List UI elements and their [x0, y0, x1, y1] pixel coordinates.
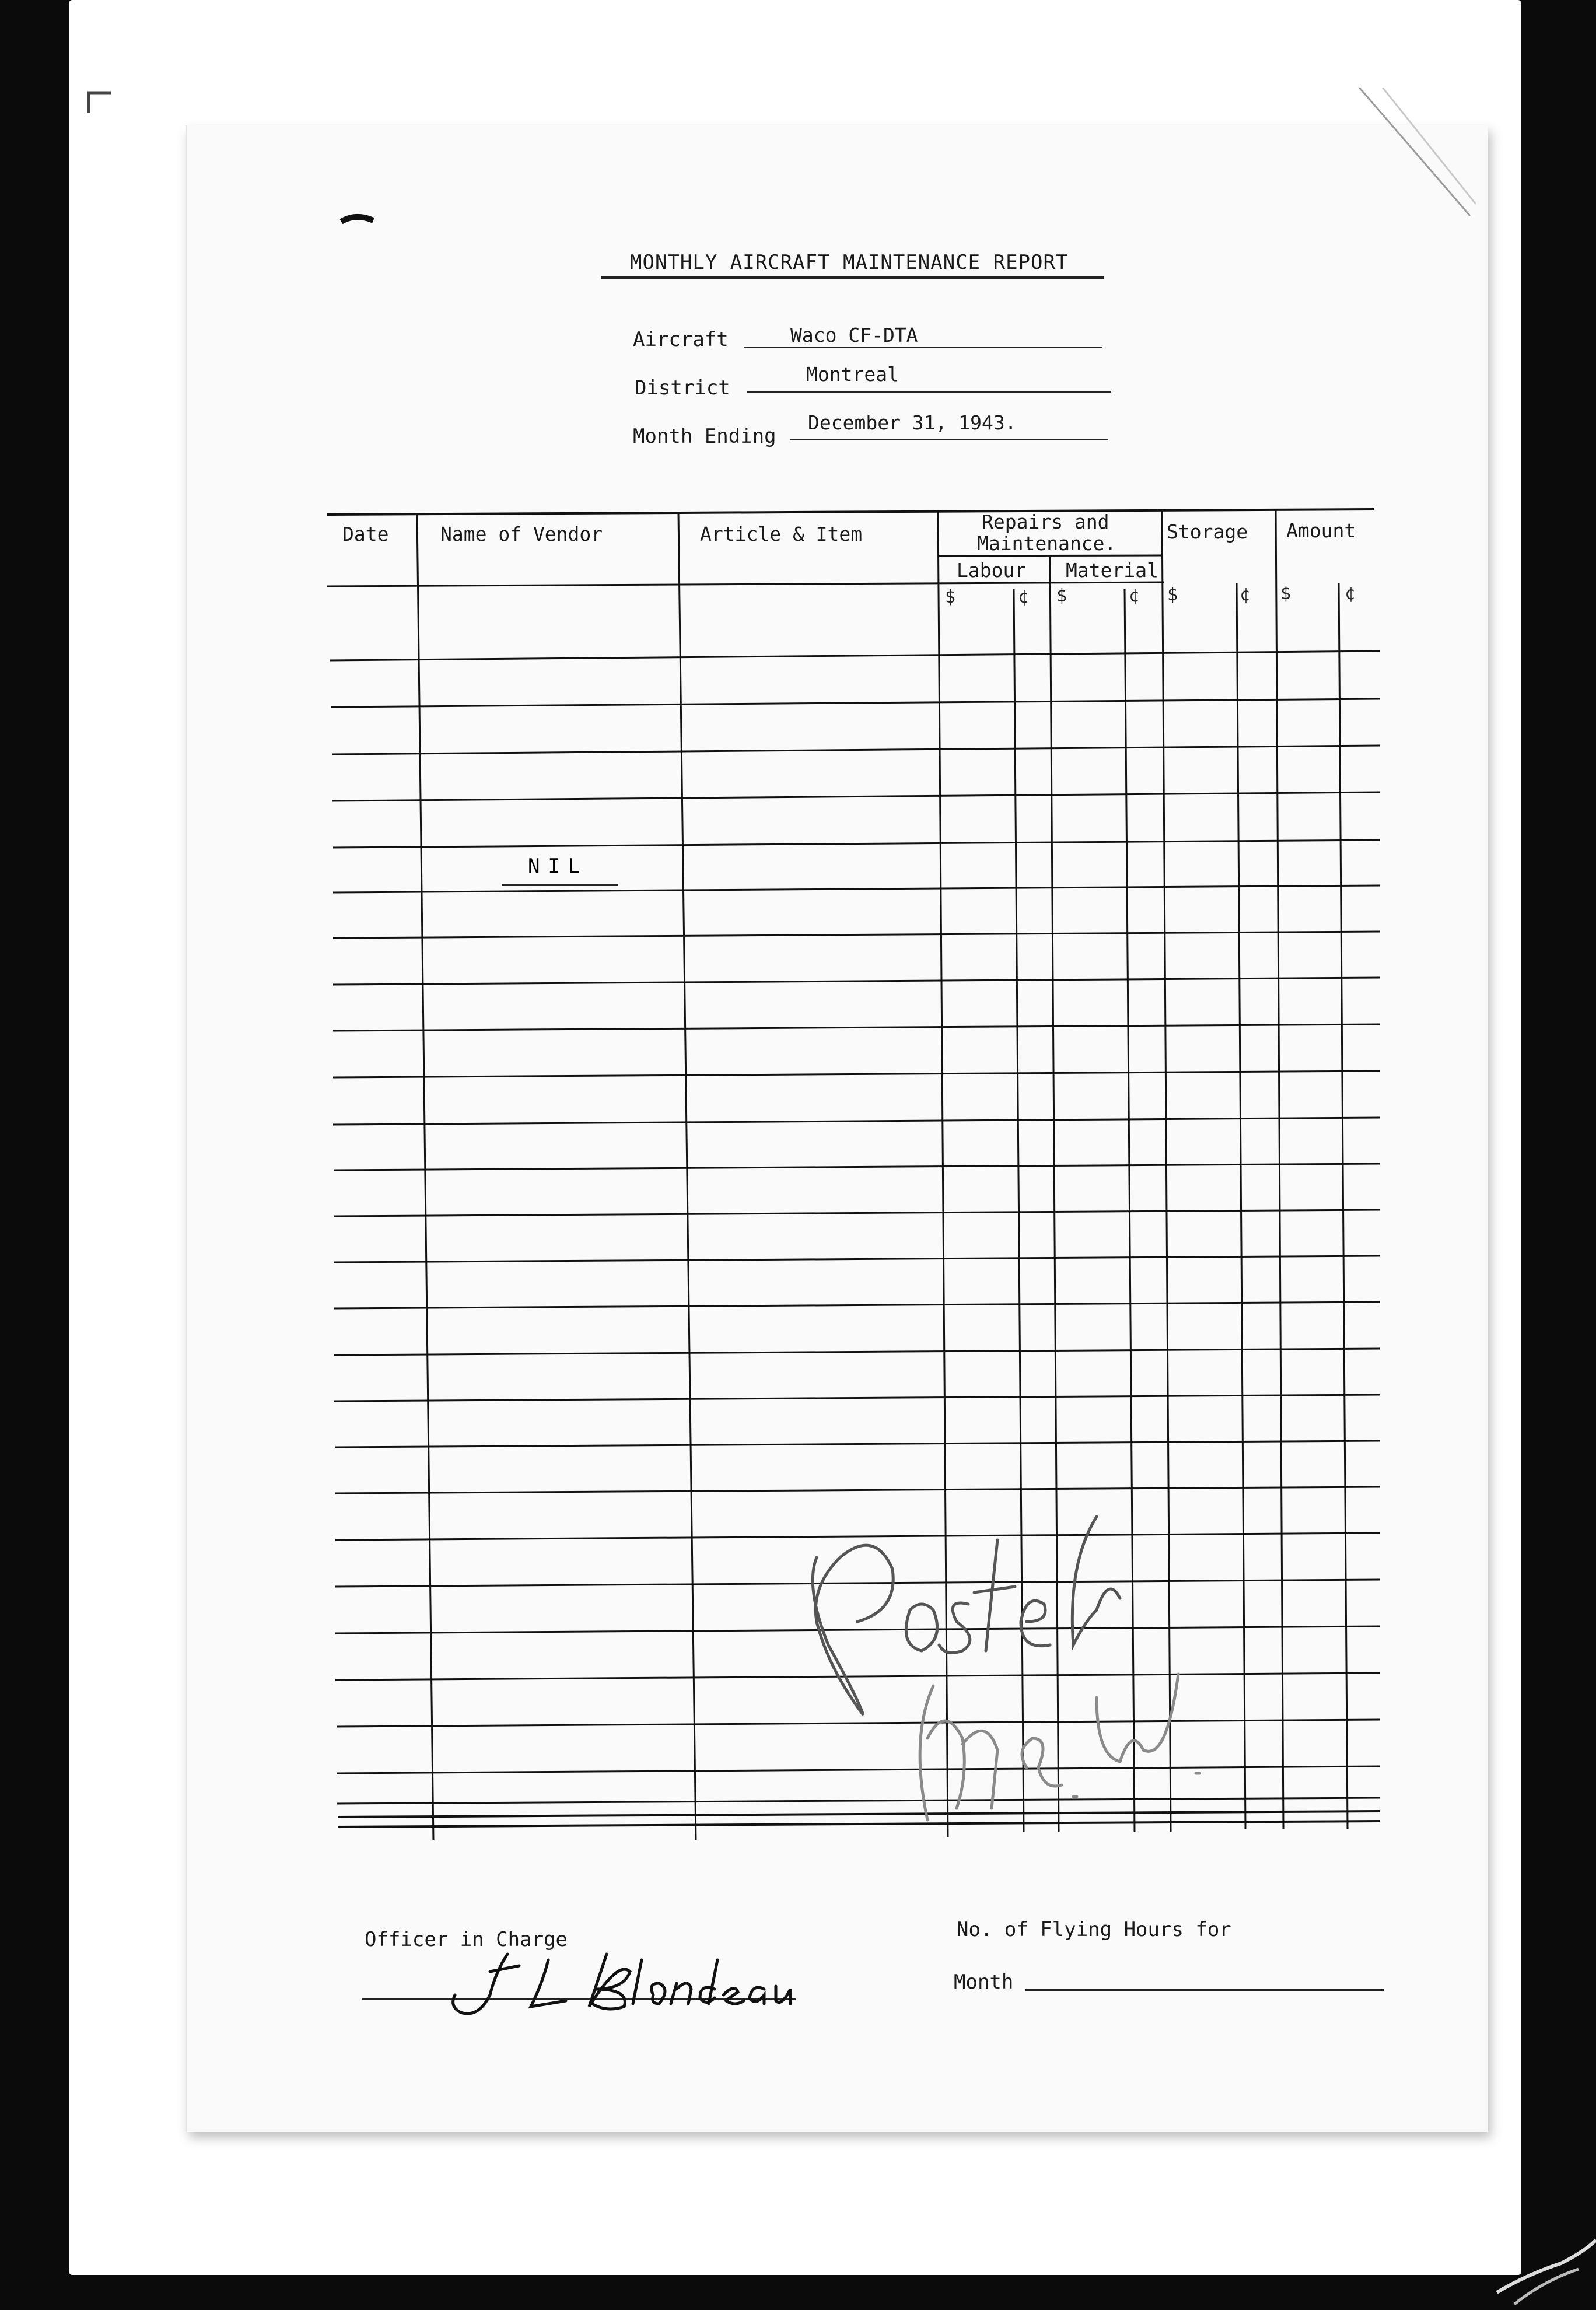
col-storage: Storage: [1167, 520, 1248, 543]
nil-entry: NIL: [528, 855, 589, 878]
torn-corner: [1479, 2205, 1596, 2310]
col-repairs-line2: Maintenance.: [977, 532, 1116, 555]
col-amount: Amount: [1286, 519, 1356, 542]
flying-hours-label: No. of Flying Hours for: [957, 1918, 1231, 1941]
officer-signature: [432, 1937, 828, 2024]
col-repairs-line1: Repairs and: [982, 510, 1110, 533]
subcol-labour: Labour: [957, 559, 1027, 582]
material-cent-symbol: ¢: [1129, 586, 1140, 606]
officer-label: Officer in Charge: [365, 1928, 568, 1951]
title-underline: [601, 276, 1104, 279]
aircraft-underline: [744, 346, 1102, 348]
posted-handwritten-annotation: [793, 1493, 1272, 1855]
month-ending-underline: [790, 439, 1108, 440]
district-label: District: [635, 376, 730, 400]
col-vendor: Name of Vendor: [440, 523, 603, 545]
district-underline: [747, 391, 1111, 393]
month-ending-value: December 31, 1943.: [808, 411, 1017, 434]
col-date: Date: [342, 523, 389, 545]
storage-dollar-symbol: $: [1167, 584, 1178, 605]
aircraft-label: Aircraft: [633, 328, 729, 351]
flying-hours-underline: [1026, 1989, 1384, 1991]
district-value: Montreal: [806, 363, 899, 386]
ink-mark: [338, 210, 379, 228]
material-dollar-symbol: $: [1056, 586, 1068, 606]
month-ending-label: Month Ending: [633, 425, 776, 448]
labour-dollar-symbol: $: [945, 587, 956, 607]
amount-cent-symbol: ¢: [1345, 583, 1356, 604]
nil-underline: [502, 884, 618, 886]
labour-cent-symbol: ¢: [1018, 587, 1029, 607]
aircraft-value: Waco CF-DTA: [790, 324, 918, 346]
report-title: MONTHLY AIRCRAFT MAINTENANCE REPORT: [630, 251, 1069, 274]
corner-mark: [88, 90, 123, 114]
subcol-material: Material: [1066, 559, 1158, 582]
page-crease: [1359, 88, 1476, 222]
col-article: Article & Item: [700, 523, 863, 545]
month-label: Month: [954, 1971, 1014, 1994]
amount-dollar-symbol: $: [1280, 583, 1292, 604]
storage-cent-symbol: ¢: [1240, 584, 1251, 605]
